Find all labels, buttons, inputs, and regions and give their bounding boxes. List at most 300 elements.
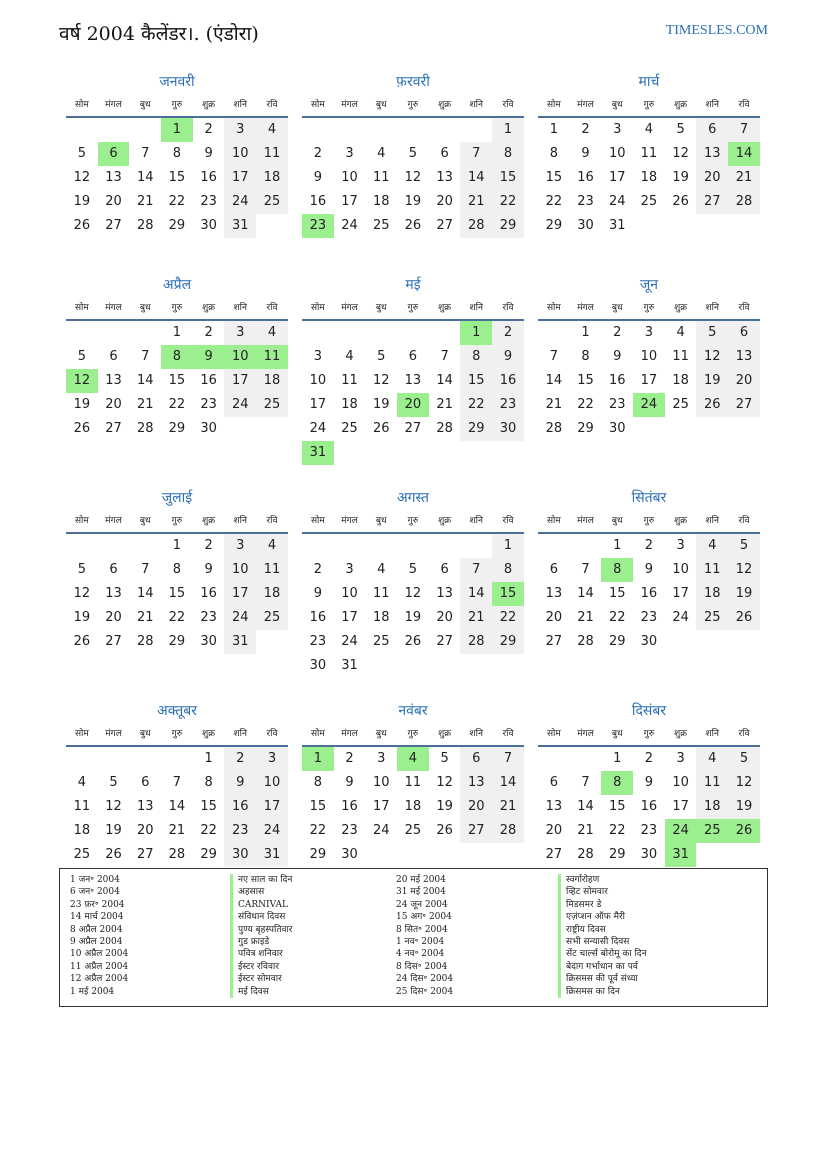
day-cell: 27 — [105, 634, 122, 649]
weekday-label: बुध — [611, 100, 623, 110]
day-cell: 21 — [577, 610, 594, 625]
day-cell: 25 — [256, 606, 288, 630]
day-cell: 28 — [492, 819, 524, 843]
holiday-entry: 24 जून 2004 — [396, 899, 448, 910]
day-cell: 2 — [204, 325, 213, 340]
day-cell: 20 — [460, 795, 492, 819]
day-cell: 31 — [302, 441, 334, 465]
day-cell: 27 — [545, 847, 563, 862]
day-cell: 25 — [672, 397, 689, 412]
day-cell: 22 — [608, 823, 626, 838]
day-cell: 13 — [436, 170, 453, 185]
day-cell: 4 — [377, 562, 386, 577]
day-cell: 11 — [404, 775, 422, 790]
day-cell: 10 — [309, 373, 327, 388]
day-cell: 8 — [172, 562, 182, 577]
empty-cell — [129, 747, 161, 771]
month-calendar — [538, 273, 760, 476]
day-cell: 22 — [492, 190, 524, 214]
day-cell: 24 — [341, 218, 358, 233]
weekday-label: गुरु — [643, 100, 655, 110]
day-cell: 4 — [77, 775, 86, 790]
day-cell: 8 — [161, 345, 193, 369]
day-cell: 22 — [460, 393, 492, 417]
day-cell: 29 — [200, 847, 217, 862]
weekday-label: मंगल — [105, 303, 122, 313]
day-cell: 6 — [728, 321, 760, 345]
holiday-entry: 8 सित॰ 2004 — [396, 924, 448, 935]
month-calendar — [66, 273, 288, 476]
holiday-entry: सभी सन्यासी दिवस — [558, 936, 758, 948]
day-cell: 15 — [577, 373, 594, 388]
day-cell: 7 — [460, 558, 492, 582]
day-cell: 20 — [728, 369, 760, 393]
weekday-label: सोम — [74, 100, 89, 110]
day-cell: 22 — [545, 194, 563, 209]
day-cell: 27 — [136, 847, 154, 862]
weekday-label: सोम — [546, 303, 561, 313]
weekday-label: रवि — [502, 729, 514, 739]
day-cell: 23 — [608, 397, 626, 412]
empty-cell — [66, 534, 98, 558]
day-cell: 3 — [256, 747, 288, 771]
day-cell: 7 — [492, 747, 524, 771]
day-cell: 1 — [581, 325, 590, 340]
weekday-header — [538, 297, 760, 321]
day-cell: 16 — [224, 795, 256, 819]
day-cell: 9 — [644, 562, 654, 577]
day-cell: 20 — [545, 823, 563, 838]
day-cell: 11 — [640, 146, 658, 161]
page-title: वर्ष 2004 कैलेंडर।. (एंडोरा) — [59, 23, 259, 45]
day-cell: 16 — [492, 369, 524, 393]
day-cell: 16 — [200, 170, 217, 185]
holiday-entry: 15 अग॰ 2004 — [396, 912, 452, 923]
day-cell: 9 — [613, 349, 622, 364]
day-cell: 5 — [377, 349, 386, 364]
day-cell: 7 — [549, 349, 558, 364]
weekday-label: गुरु — [171, 729, 183, 739]
weekday-label: बुध — [375, 303, 387, 313]
weekday-header — [302, 94, 524, 118]
day-cell: 29 — [309, 847, 327, 862]
day-cell: 26 — [728, 819, 760, 843]
day-cell: 10 — [256, 771, 288, 795]
day-cell: 26 — [372, 421, 390, 436]
empty-cell — [429, 118, 461, 142]
day-cell: 10 — [640, 349, 658, 364]
day-cell: 23 — [224, 819, 256, 843]
holiday-entry: 1 नव॰ 2004 — [396, 936, 445, 947]
weekday-label: शनि — [233, 729, 247, 739]
day-cell: 5 — [408, 146, 418, 161]
holiday-entry: 20 मई 2004 — [396, 875, 446, 885]
day-cell: 27 — [696, 190, 728, 214]
site-link[interactable]: TIMESLES.COM — [665, 23, 768, 38]
weekday-label: गुरु — [643, 729, 655, 739]
day-cell: 28 — [436, 421, 453, 436]
day-cell: 4 — [256, 321, 288, 345]
day-cell: 8 — [460, 345, 492, 369]
weekday-label: सोम — [310, 516, 325, 526]
day-cell: 25 — [341, 421, 358, 436]
day-cell: 5 — [77, 146, 86, 161]
day-cell: 28 — [577, 634, 594, 649]
weekday-label: शनि — [469, 516, 483, 526]
empty-cell — [397, 534, 429, 558]
day-cell: 19 — [372, 397, 390, 412]
day-cell: 2 — [224, 747, 256, 771]
holiday-entry: 9 अप्रैल 2004 — [70, 936, 123, 947]
day-cell: 6 — [440, 562, 449, 577]
day-cell: 18 — [341, 397, 358, 412]
day-cell: 1 — [172, 325, 182, 340]
day-cell: 26 — [73, 421, 91, 436]
month-name: अप्रैल — [162, 277, 192, 293]
day-cell: 16 — [608, 373, 626, 388]
holiday-entry: नए साल का दिन — [230, 874, 396, 886]
empty-cell — [365, 118, 397, 142]
empty-cell — [570, 747, 602, 771]
day-cell: 31 — [665, 843, 697, 867]
day-cell: 12 — [728, 558, 760, 582]
day-cell: 17 — [372, 799, 390, 814]
day-cell: 21 — [136, 397, 154, 412]
day-cell: 23 — [577, 194, 594, 209]
day-cell: 16 — [309, 194, 327, 209]
day-cell: 18 — [640, 170, 658, 185]
empty-cell — [365, 534, 397, 558]
holiday-entry: क्रिसमस की पूर्व संध्या — [558, 973, 758, 985]
days-grid — [66, 747, 288, 867]
day-cell: 26 — [436, 823, 453, 838]
day-cell: 14 — [728, 142, 760, 166]
weekday-label: सोम — [546, 729, 561, 739]
day-cell: 21 — [728, 166, 760, 190]
holiday-names-column-1 — [230, 874, 396, 1001]
day-cell: 13 — [545, 586, 563, 601]
day-cell: 13 — [136, 799, 154, 814]
holiday-entry: संविधान दिवस — [230, 911, 396, 923]
weekday-label: शनि — [469, 100, 483, 110]
weekday-label: शनि — [705, 303, 719, 313]
weekday-header — [66, 94, 288, 118]
month-calendar — [66, 70, 288, 273]
day-cell: 11 — [696, 771, 728, 795]
day-cell: 2 — [581, 122, 590, 137]
day-cell: 11 — [73, 799, 91, 814]
day-cell: 9 — [345, 775, 354, 790]
day-cell: 3 — [313, 349, 322, 364]
weekday-label: शुक्र — [674, 729, 688, 739]
weekday-label: शनि — [705, 516, 719, 526]
holiday-entry: 24 दिस॰ 2004 — [396, 974, 454, 985]
weekday-label: गुरु — [407, 100, 419, 110]
empty-cell — [570, 534, 602, 558]
holiday-entry: 1 जन॰ 2004 — [70, 875, 120, 885]
day-cell: 1 — [172, 538, 182, 553]
day-cell: 23 — [341, 823, 358, 838]
holiday-entry: मई दिवस — [230, 986, 396, 998]
day-cell: 31 — [608, 218, 626, 233]
day-cell: 15 — [200, 799, 217, 814]
holiday-entry: पवित्र शनिवार — [230, 948, 396, 960]
weekday-label: मंगल — [105, 516, 122, 526]
day-cell: 8 — [313, 775, 322, 790]
day-cell: 7 — [460, 142, 492, 166]
weekday-label: सोम — [310, 303, 325, 313]
day-cell: 21 — [460, 606, 492, 630]
day-cell: 19 — [404, 610, 422, 625]
day-cell: 24 — [672, 610, 689, 625]
day-cell: 7 — [581, 562, 590, 577]
day-cell: 14 — [460, 166, 492, 190]
day-cell: 14 — [136, 586, 154, 601]
weekday-label: शुक्र — [674, 100, 688, 110]
day-cell: 19 — [105, 823, 122, 838]
day-cell: 22 — [200, 823, 217, 838]
day-cell: 8 — [492, 142, 524, 166]
holiday-entry: मिडसमर डे — [558, 899, 758, 911]
day-cell: 13 — [436, 586, 453, 601]
month-name: जुलाई — [161, 490, 193, 506]
day-cell: 8 — [601, 771, 633, 795]
holiday-entry: 1 मई 2004 — [70, 986, 115, 997]
day-cell: 22 — [309, 823, 327, 838]
month-name: मई — [405, 277, 421, 293]
day-cell: 10 — [341, 170, 358, 185]
day-cell: 1 — [460, 321, 492, 345]
day-cell: 7 — [581, 775, 590, 790]
day-cell: 29 — [492, 630, 524, 654]
day-cell: 26 — [73, 634, 91, 649]
day-cell: 30 — [200, 634, 217, 649]
day-cell: 30 — [309, 658, 327, 673]
holiday-entry: ईस्टर सोमवार — [230, 973, 396, 985]
empty-cell — [397, 321, 429, 345]
day-cell: 10 — [372, 775, 390, 790]
day-cell: 1 — [492, 534, 524, 558]
empty-cell — [429, 534, 461, 558]
day-cell: 20 — [105, 397, 122, 412]
holiday-entry: 6 जन॰ 2004 — [70, 887, 120, 898]
day-cell: 18 — [256, 582, 288, 606]
day-cell: 24 — [224, 606, 256, 630]
day-cell: 15 — [545, 170, 563, 185]
weekday-label: सोम — [74, 516, 89, 526]
holiday-entry: पुण्य बृहस्पतिवार — [230, 924, 396, 936]
weekday-label: बुध — [611, 303, 623, 313]
day-cell: 13 — [105, 586, 122, 601]
day-cell: 12 — [372, 373, 390, 388]
day-cell: 28 — [136, 421, 154, 436]
weekday-label: सोम — [310, 100, 325, 110]
days-grid — [302, 321, 524, 465]
weekday-label: बुध — [375, 516, 387, 526]
empty-cell — [460, 534, 492, 558]
weekday-label: शनि — [705, 100, 719, 110]
holiday-entry: व्हिट सोमवार — [558, 886, 758, 898]
weekday-label: शनि — [233, 100, 247, 110]
day-cell: 14 — [492, 771, 524, 795]
day-cell: 29 — [168, 421, 186, 436]
empty-cell — [161, 747, 193, 771]
day-cell: 12 — [404, 170, 422, 185]
weekday-label: बुध — [375, 100, 387, 110]
day-cell: 30 — [492, 417, 524, 441]
weekday-label: गुरु — [407, 303, 419, 313]
day-cell: 22 — [168, 610, 186, 625]
weekday-label: रवि — [738, 303, 750, 313]
day-cell: 17 — [672, 799, 689, 814]
day-cell: 19 — [73, 610, 91, 625]
holiday-entry: 23 फ़र॰ 2004 — [70, 899, 125, 910]
day-cell: 19 — [73, 397, 91, 412]
day-cell: 13 — [105, 170, 122, 185]
day-cell: 23 — [492, 393, 524, 417]
day-cell: 25 — [256, 393, 288, 417]
day-cell: 25 — [696, 606, 728, 630]
day-cell: 1 — [204, 751, 213, 766]
weekday-label: रवि — [738, 516, 750, 526]
days-grid — [538, 534, 760, 654]
day-cell: 3 — [345, 562, 354, 577]
day-cell: 24 — [372, 823, 390, 838]
day-cell: 13 — [545, 799, 563, 814]
day-cell: 6 — [408, 349, 418, 364]
weekday-label: शनि — [233, 516, 247, 526]
weekday-label: सोम — [74, 303, 89, 313]
day-cell: 25 — [696, 819, 728, 843]
day-cell: 12 — [672, 146, 689, 161]
day-cell: 6 — [440, 146, 449, 161]
empty-cell — [98, 118, 130, 142]
day-cell: 16 — [200, 373, 217, 388]
month-name: सितंबर — [631, 490, 667, 506]
month-calendar — [538, 70, 760, 273]
day-cell: 5 — [109, 775, 118, 790]
day-cell: 9 — [313, 586, 322, 601]
day-cell: 1 — [613, 751, 622, 766]
weekday-label: शनि — [469, 729, 483, 739]
day-cell: 30 — [224, 843, 256, 867]
weekday-label: सोम — [310, 729, 325, 739]
day-cell: 25 — [372, 218, 390, 233]
day-cell: 15 — [168, 170, 186, 185]
day-cell: 20 — [696, 166, 728, 190]
day-cell: 17 — [256, 795, 288, 819]
day-cell: 30 — [640, 847, 658, 862]
holiday-entry: 11 अप्रैल 2004 — [70, 961, 129, 972]
day-cell: 10 — [608, 146, 626, 161]
weekday-header — [538, 510, 760, 534]
day-cell: 20 — [136, 823, 154, 838]
day-cell: 17 — [224, 582, 256, 606]
empty-cell — [538, 747, 570, 771]
empty-cell — [365, 321, 397, 345]
holiday-names-column-2 — [558, 874, 758, 1001]
month-name: अक्तूबर — [157, 703, 197, 719]
day-cell: 23 — [640, 610, 658, 625]
day-cell: 26 — [404, 218, 422, 233]
day-cell: 18 — [696, 582, 728, 606]
weekday-label: मंगल — [105, 729, 122, 739]
empty-cell — [129, 321, 161, 345]
day-cell: 5 — [728, 534, 760, 558]
days-grid — [302, 534, 524, 678]
day-cell: 23 — [200, 610, 217, 625]
day-cell: 27 — [460, 819, 492, 843]
weekday-label: मंगल — [341, 729, 358, 739]
weekday-header — [66, 510, 288, 534]
day-cell: 23 — [309, 634, 327, 649]
day-cell: 7 — [141, 349, 150, 364]
day-cell: 4 — [644, 122, 654, 137]
holiday-entry: बेदाग गर्भाधान का पर्व — [558, 961, 758, 973]
weekday-label: बुध — [611, 516, 623, 526]
holiday-entry: 10 अप्रैल 2004 — [70, 949, 129, 960]
day-cell: 11 — [256, 558, 288, 582]
day-cell: 5 — [728, 747, 760, 771]
day-cell: 18 — [372, 610, 390, 625]
day-cell: 24 — [665, 819, 697, 843]
day-cell: 3 — [224, 321, 256, 345]
weekday-label: शनि — [233, 303, 247, 313]
weekday-label: शुक्र — [438, 303, 452, 313]
day-cell: 24 — [608, 194, 626, 209]
weekday-header — [302, 723, 524, 747]
day-cell: 10 — [224, 345, 256, 369]
day-cell: 8 — [581, 349, 590, 364]
month-calendar — [302, 486, 524, 699]
weekday-label: गुरु — [643, 516, 655, 526]
weekday-label: बुध — [139, 516, 151, 526]
day-cell: 16 — [200, 586, 217, 601]
holiday-dates-column-1 — [70, 874, 230, 1001]
day-cell: 8 — [492, 558, 524, 582]
day-cell: 17 — [309, 397, 327, 412]
day-cell: 9 — [224, 771, 256, 795]
day-cell: 3 — [224, 534, 256, 558]
day-cell: 30 — [200, 421, 217, 436]
day-cell: 3 — [377, 751, 386, 766]
holiday-entry: 8 दिस॰ 2004 — [396, 961, 448, 972]
day-cell: 5 — [408, 562, 418, 577]
day-cell: 19 — [728, 582, 760, 606]
day-cell: 19 — [404, 194, 422, 209]
day-cell: 11 — [672, 349, 689, 364]
holiday-entry: क्रिसमस का दिन — [558, 986, 758, 998]
day-cell: 26 — [728, 606, 760, 630]
day-cell: 2 — [492, 321, 524, 345]
day-cell: 24 — [633, 393, 665, 417]
weekday-label: सोम — [546, 100, 561, 110]
day-cell: 5 — [440, 751, 449, 766]
day-cell: 6 — [549, 775, 558, 790]
weekday-label: रवि — [738, 100, 750, 110]
empty-cell — [334, 534, 366, 558]
day-cell: 23 — [640, 823, 658, 838]
day-cell: 18 — [256, 166, 288, 190]
day-cell: 3 — [613, 122, 622, 137]
day-cell: 28 — [728, 190, 760, 214]
day-cell: 10 — [672, 775, 689, 790]
day-cell: 5 — [696, 321, 728, 345]
day-cell: 22 — [492, 606, 524, 630]
day-cell: 15 — [168, 586, 186, 601]
day-cell: 26 — [73, 218, 91, 233]
weekday-label: शुक्र — [438, 100, 452, 110]
